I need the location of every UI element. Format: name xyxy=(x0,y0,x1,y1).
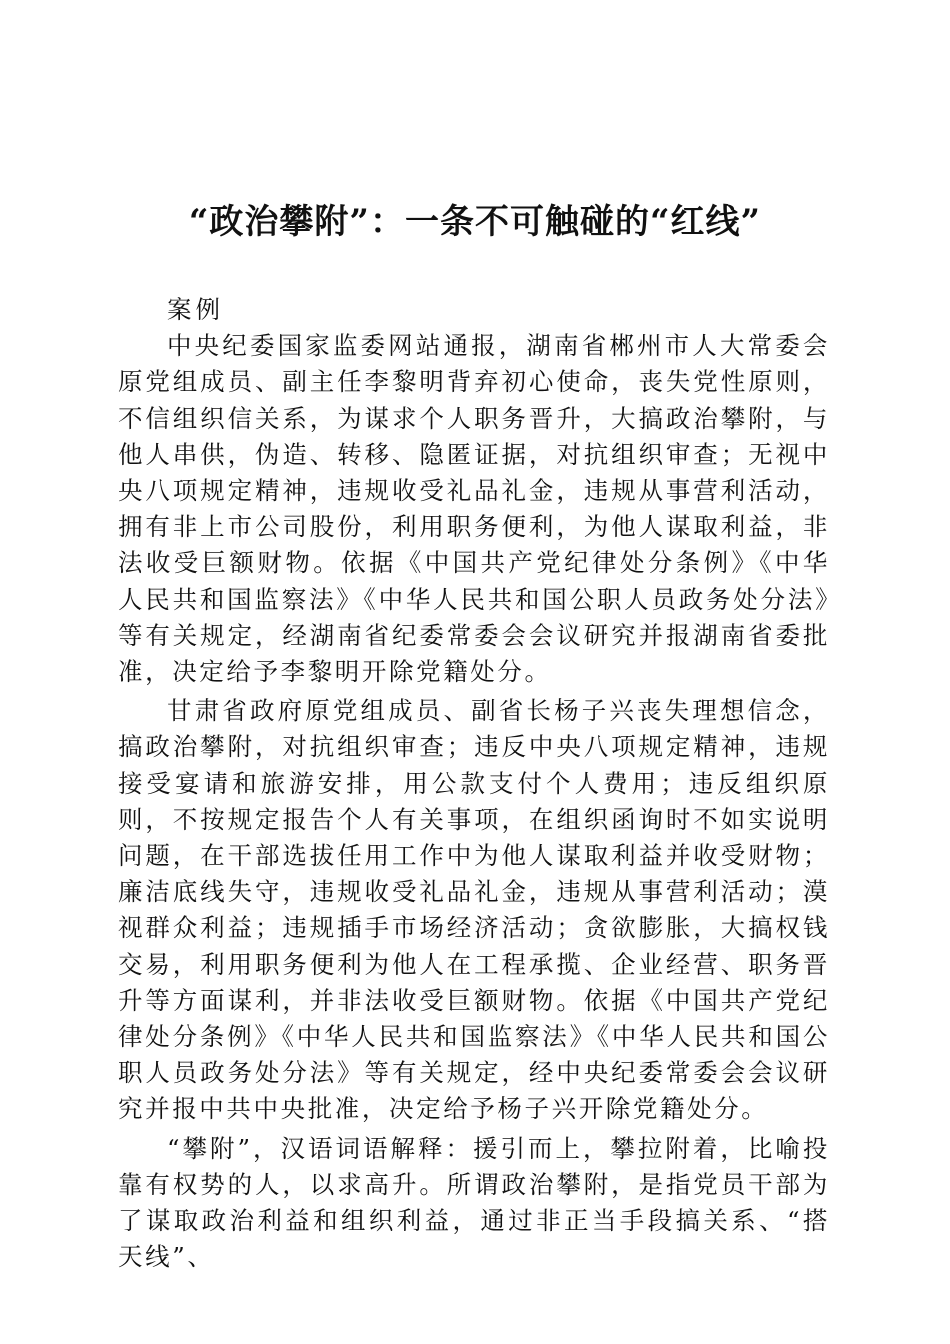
section-heading-case: 案例 xyxy=(167,295,224,324)
paragraph-case-1: 中央纪委国家监委网站通报，湖南省郴州市人大常委会原党组成员、副主任李黎明背弃初心使命，丧失党性原则，不信组织信关系，为谋求个人职务晋升，大搞政治攀附，与他人串供，伪造、转移、隐匿证据，对抗组织审查；无视中央八项规定精神，违规收受礼品礼金，违规从事营利活动，拥有非上市公司股份，利用职务便利，为他人谋取利益，非法收受巨额财物。依据《中国共产党纪律处分条例》《中华人民共和国监察法》《中华人民共和国公职人员政务处分法》等有关规定，经湖南省纪委常委会会议研究并报湖南省委批准，决定给予李黎明开除党籍处分。 xyxy=(118,331,830,687)
paragraph-case-2: 甘肃省政府原党组成员、副省长杨子兴丧失理想信念，搞政治攀附，对抗组织审查；违反中央八项规定精神，违规接受宴请和旅游安排，用公款支付个人费用；违反组织原则，不按规定报告个人有关事项，在组织函询时不如实说明问题，在干部选拔任用工作中为他人谋取利益并收受财物；廉洁底线失守，违规收受礼品礼金，违规从事营利活动；漠视群众利益；违规插手市场经济活动；贪欲膨胀，大搞权钱交易，利用职务便利为他人在工程承揽、企业经营、职务晋升等方面谋利，并非法收受巨额财物。依据《中国共产党纪律处分条例》《中华人民共和国监察法》《中华人民共和国公职人员政务处分法》等有关规定，经中央纪委常委会会议研究并报中共中央批准，决定给予杨子兴开除党籍处分。 xyxy=(118,696,830,1124)
document-title: “政治攀附”：一条不可触碰的“红线” xyxy=(188,202,762,242)
document-body xyxy=(118,292,830,1275)
paragraph-definition: “攀附”，汉语词语解释：援引而上，攀拉附着，比喻投靠有权势的人，以求高升。所谓政治攀附，是指党员干部为了谋取政治利益和组织利益，通过非正当手段搞关系、“搭天线”、 xyxy=(118,1133,830,1272)
